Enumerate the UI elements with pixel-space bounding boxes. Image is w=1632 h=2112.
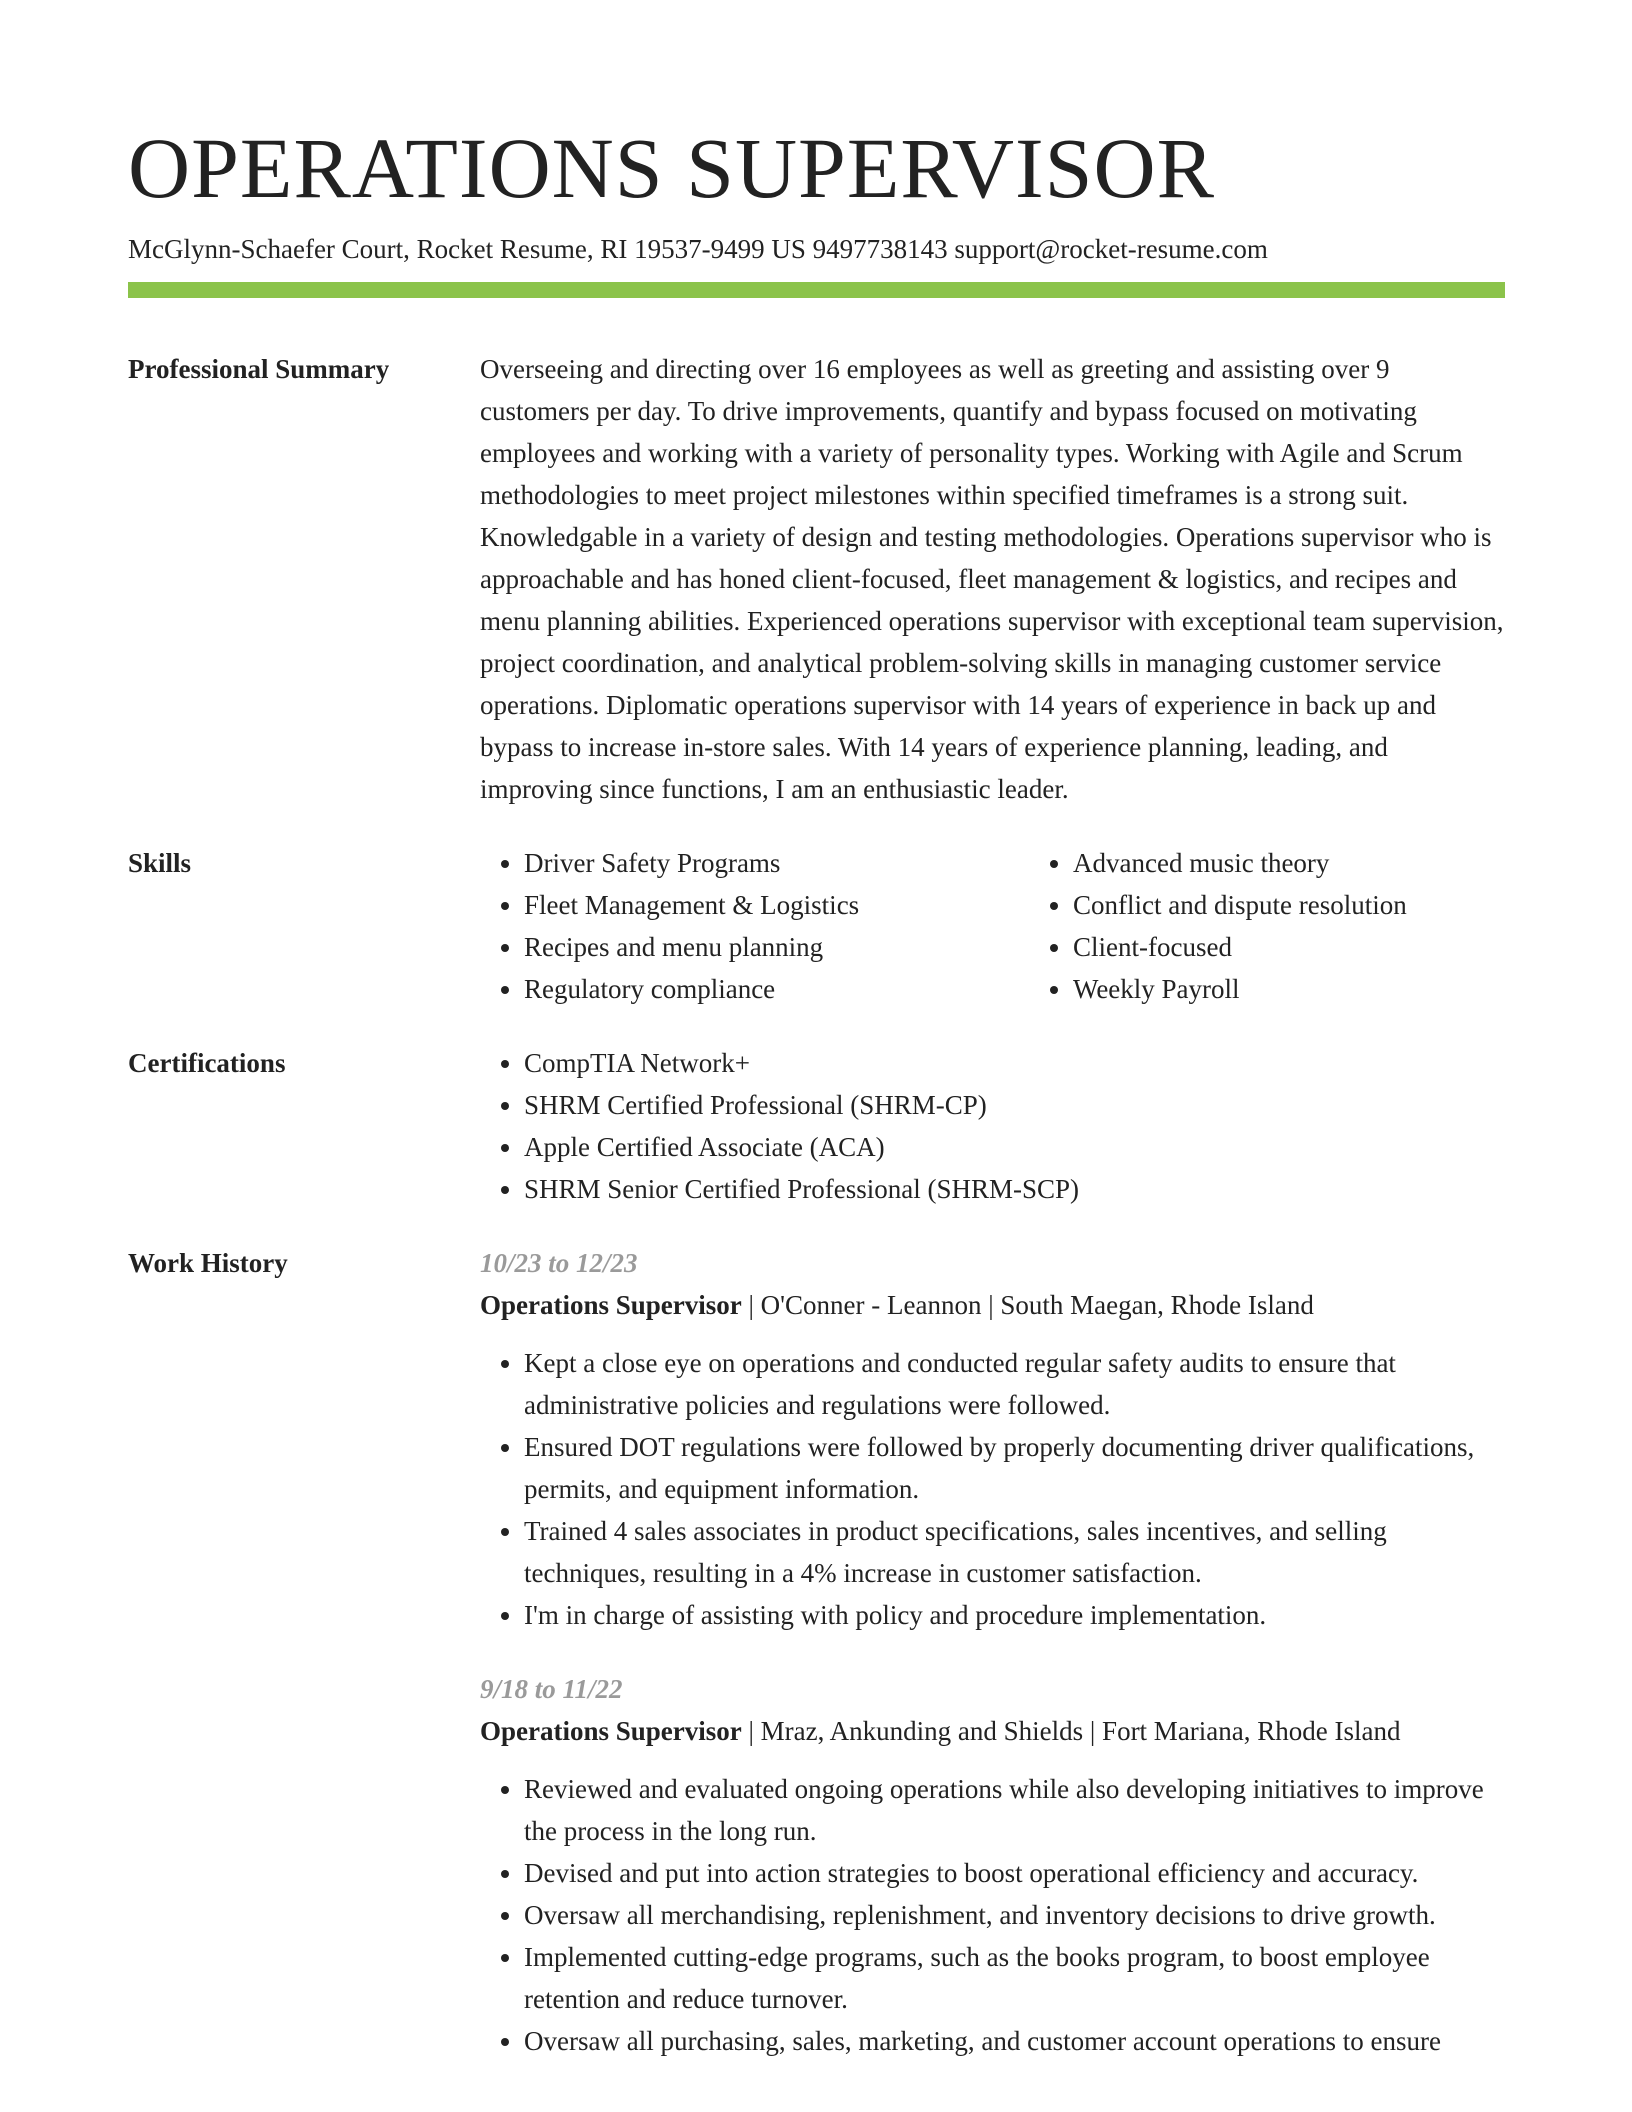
- certifications-list: [480, 1042, 1505, 1210]
- job-employer-location: | Mraz, Ankunding and Shields | Fort Mariana, Rhode Island: [741, 1716, 1401, 1746]
- job-title: Operations Supervisor: [480, 1290, 742, 1320]
- skill-item: • Regulatory compliance: [524, 968, 1029, 1010]
- job-entry: [480, 1668, 1505, 2062]
- job-bullet: • Devised and put into action strategies to boost operational efficiency and accuracy.: [524, 1852, 1505, 1894]
- accent-divider: [128, 282, 1505, 298]
- skills-list-right: [1029, 842, 1578, 1010]
- job-bullet: • Trained 4 sales associates in product specifications, sales incentives, and selling techniques, resulting in a 4% increase in customer satisfaction.: [524, 1510, 1505, 1594]
- job-bullets: [480, 1342, 1505, 1636]
- skills-list-left: [480, 842, 1029, 1010]
- job-bullet: • Implemented cutting-edge programs, such as the books program, to boost employee retention and reduce turnover.: [524, 1936, 1505, 2020]
- summary-body: [480, 348, 1505, 810]
- certifications-body: [480, 1042, 1505, 1210]
- work-history-body: [480, 1242, 1505, 2062]
- work-history-heading: Work History: [128, 1248, 288, 1278]
- skill-item: • Driver Safety Programs: [524, 842, 1029, 884]
- certification-item: • SHRM Certified Professional (SHRM-CP): [524, 1084, 1505, 1126]
- skills-section: [128, 842, 1505, 1010]
- skills-columns: [480, 842, 1578, 1010]
- summary-heading: Professional Summary: [128, 354, 390, 384]
- job-dates: 10/23 to 12/23: [480, 1248, 638, 1278]
- work-history-section: [128, 1242, 1505, 2062]
- skills-heading: Skills: [128, 848, 192, 878]
- resume-page: [128, 118, 1505, 2062]
- job-heading: [480, 1284, 1505, 1326]
- certification-item: • Apple Certified Associate (ACA): [524, 1126, 1505, 1168]
- skill-item: • Fleet Management & Logistics: [524, 884, 1029, 926]
- job-title: Operations Supervisor: [480, 1716, 742, 1746]
- summary-section: [128, 348, 1505, 810]
- job-employer-location: | O'Conner - Leannon | South Maegan, Rhode Island: [741, 1290, 1314, 1320]
- certifications-section: [128, 1042, 1505, 1210]
- skill-item: • Client-focused: [1073, 926, 1578, 968]
- skill-item: • Weekly Payroll: [1073, 968, 1578, 1010]
- job-bullet: • Ensured DOT regulations were followed by properly documenting driver qualifications, permits, and equipment information.: [524, 1426, 1505, 1510]
- skill-item: • Conflict and dispute resolution: [1073, 884, 1578, 926]
- job-bullet: • I'm in charge of assisting with policy and procedure implementation.: [524, 1594, 1505, 1636]
- job-entry: [480, 1242, 1505, 1636]
- job-heading: [480, 1710, 1505, 1752]
- job-bullet: • Reviewed and evaluated ongoing operations while also developing initiatives to improve the process in the long run.: [524, 1768, 1505, 1852]
- skill-item: • Advanced music theory: [1073, 842, 1578, 884]
- job-dates: 9/18 to 11/22: [480, 1674, 623, 1704]
- certification-item: • SHRM Senior Certified Professional (SHRM-SCP): [524, 1168, 1505, 1210]
- certification-item: • CompTIA Network+: [524, 1042, 1505, 1084]
- resume-name: OPERATIONS SUPERVISOR: [128, 120, 1215, 216]
- contact-line: McGlynn-Schaefer Court, Rocket Resume, RI 19537-9499 US 9497738143 support@rocket-resume.com: [128, 234, 1268, 264]
- summary-text: Overseeing and directing over 16 employees as well as greeting and assisting over 9 customers per day. To drive improvements, quantify and bypass focused on motivating employees and working with a variety of personality types. Working with Agile and Scrum methodologies to meet project milestones within specified timeframes is a strong suit. Knowledgable in a variety of design and testing methodologies. Operations supervisor who is approachable and has honed client-focused, fleet management & logistics, and recipes and menu planning abilities. Experienced operations supervisor with exceptional team supervision, project coordination, and analytical problem-solving skills in managing customer service operations. Diplomatic operations supervisor with 14 years of experience in back up and bypass to increase in-store sales. With 14 years of experience planning, leading, and improving since functions, I am an enthusiastic leader.: [480, 354, 1504, 804]
- job-bullet: • Oversaw all purchasing, sales, marketing, and customer account operations to ensure: [524, 2020, 1505, 2062]
- job-bullet: • Kept a close eye on operations and conducted regular safety audits to ensure that administrative policies and regulations were followed.: [524, 1342, 1505, 1426]
- job-bullets: [480, 1768, 1505, 2062]
- certifications-heading: Certifications: [128, 1048, 286, 1078]
- job-bullet: • Oversaw all merchandising, replenishment, and inventory decisions to drive growth.: [524, 1894, 1505, 1936]
- skill-item: • Recipes and menu planning: [524, 926, 1029, 968]
